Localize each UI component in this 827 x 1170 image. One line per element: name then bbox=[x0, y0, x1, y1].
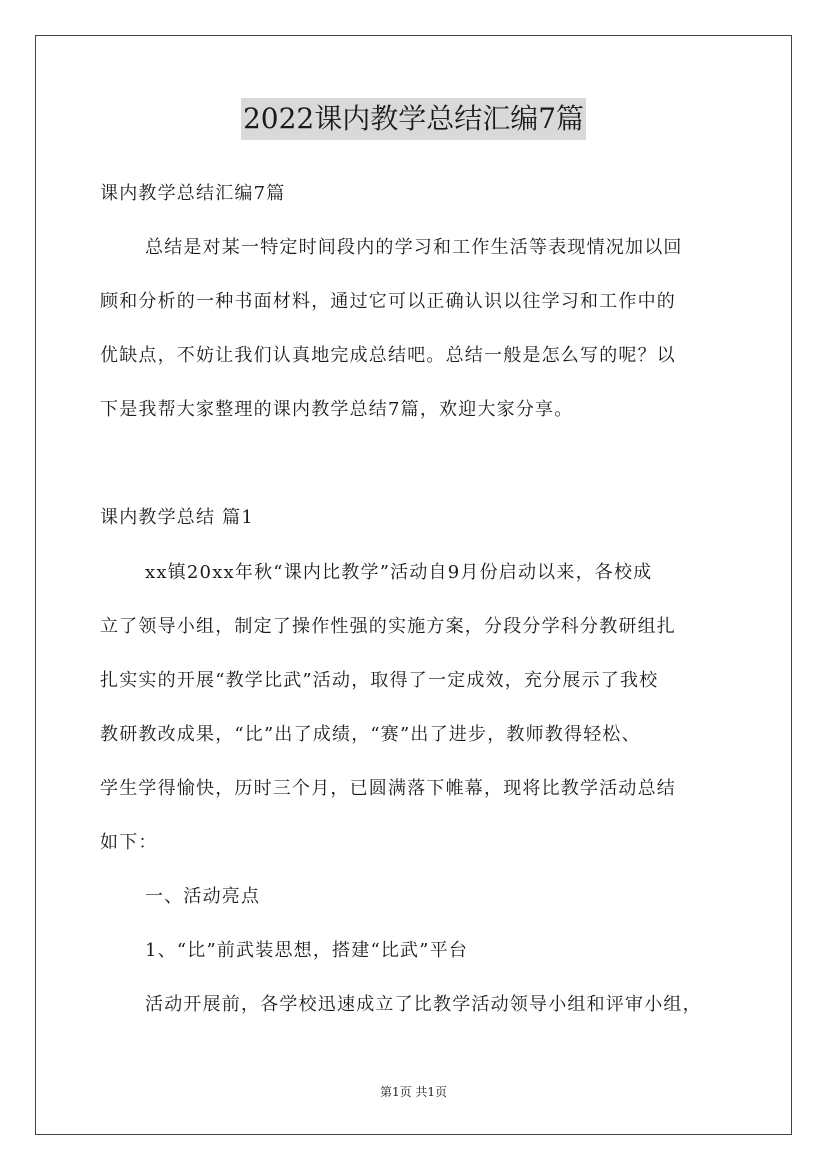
title-container bbox=[0, 98, 827, 140]
body-line-6: 如下： bbox=[100, 832, 158, 853]
document-subtitle: 课内教学总结汇编7篇 bbox=[100, 183, 286, 204]
body-line-2: 立了领导小组，制定了操作性强的实施方案，分段分学科分教研组扎 bbox=[100, 616, 676, 637]
intro-line-4: 下是我帮大家整理的课内教学总结7篇，欢迎大家分享。 bbox=[100, 399, 574, 420]
section-heading: 课内教学总结 篇1 bbox=[100, 507, 254, 528]
point-1-text: 活动开展前，各学校迅速成立了比教学活动领导小组和评审小组， bbox=[145, 994, 702, 1015]
page-footer: 第1页 共1页 bbox=[379, 1085, 448, 1099]
document-title: 2022课内教学总结汇编7篇 bbox=[241, 98, 586, 140]
body-line-3: 扎实实的开展“教学比武”活动，取得了一定成效，充分展示了我校 bbox=[100, 670, 659, 691]
intro-line-1: 总结是对某一特定时间段内的学习和工作生活等表现情况加以回 bbox=[145, 237, 683, 258]
body-line-1: xx镇20xx年秋“课内比教学”活动自9月份启动以来，各校成 bbox=[145, 562, 653, 583]
body-line-5: 学生学得愉快，历时三个月，已圆满落下帷幕，现将比教学活动总结 bbox=[100, 778, 676, 799]
body-line-4: 教研教改成果，“比”出了成绩，“赛”出了进步，教师教得轻松、 bbox=[100, 724, 641, 745]
intro-line-2: 顾和分析的一种书面材料，通过它可以正确认识以往学习和工作中的 bbox=[100, 291, 676, 312]
point-heading: 一、活动亮点 bbox=[145, 886, 261, 907]
point-1-heading: 1、“比”前武装思想，搭建“比武”平台 bbox=[145, 940, 469, 961]
intro-line-3: 优缺点，不妨让我们认真地完成总结吧。总结一般是怎么写的呢？以 bbox=[100, 345, 676, 366]
